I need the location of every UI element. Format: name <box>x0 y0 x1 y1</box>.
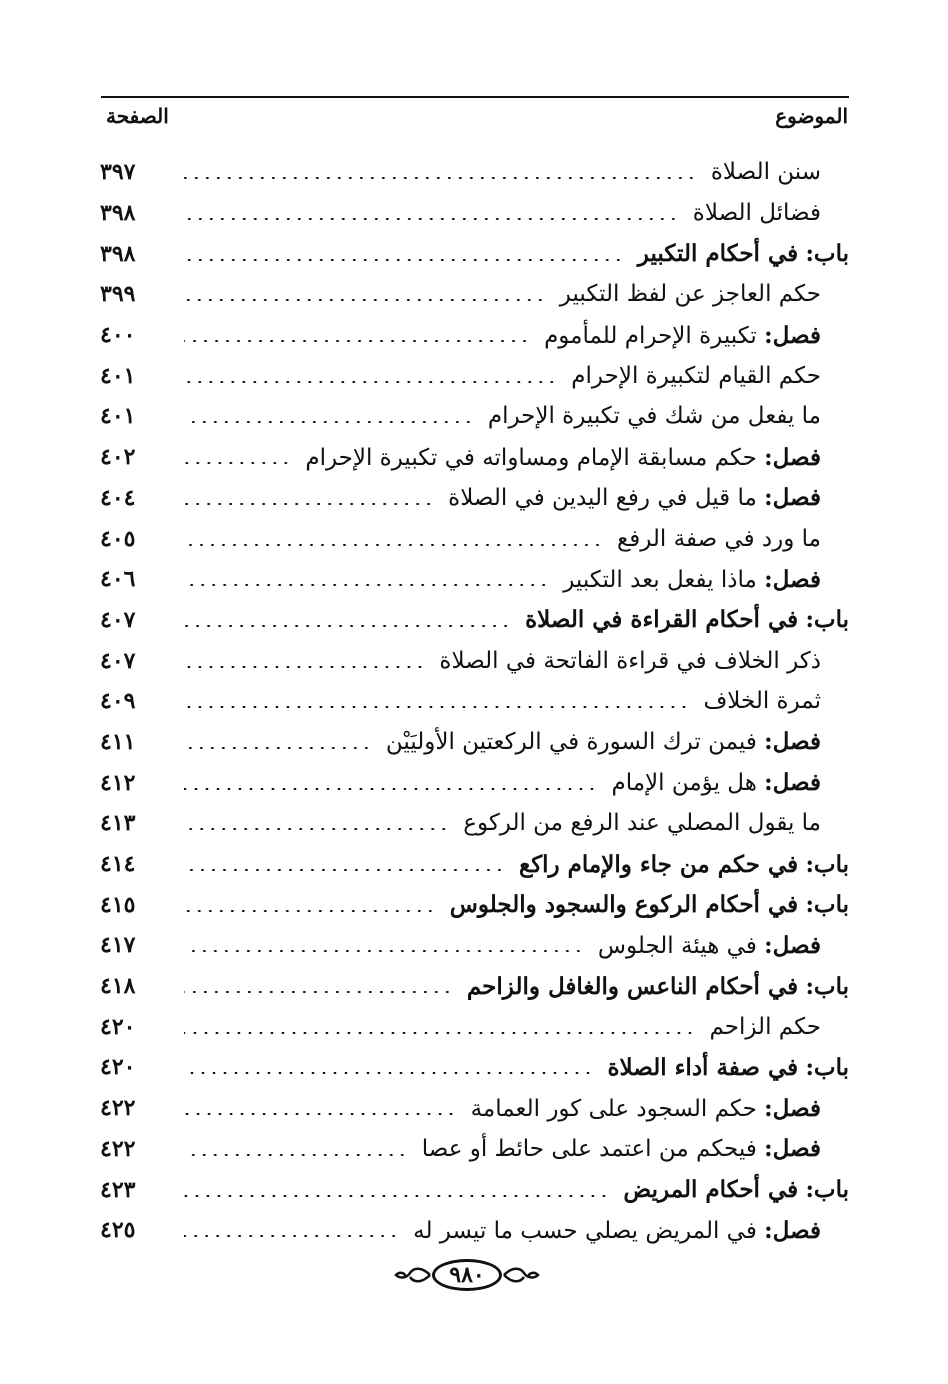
toc-entry-title <box>571 363 849 389</box>
bab-label: باب: <box>805 240 849 268</box>
toc-entry-page: ٤١٢ <box>100 769 136 796</box>
toc-entry-page: ٤٠١ <box>100 362 136 389</box>
toc-entry-title <box>617 526 849 552</box>
toc-entry-title <box>471 1095 849 1122</box>
toc-entry-page: ٣٩٧ <box>100 159 136 186</box>
toc-entry <box>100 315 849 356</box>
dot-leader <box>184 788 597 790</box>
toc-entry <box>100 844 849 885</box>
toc-entry-page: ٤٠٦ <box>100 566 136 593</box>
toc-entry-page: ٤٠٥ <box>100 525 136 552</box>
toc-entry-page: ٤٢٠ <box>100 1054 136 1081</box>
fasl-label: فصل: <box>764 769 821 797</box>
toc-entry-page: ٤٠٠ <box>100 322 136 349</box>
toc-entry-page: ٤٢٥ <box>100 1217 136 1244</box>
dot-leader <box>184 421 474 423</box>
toc-entry-page: ٤١٥ <box>100 891 136 918</box>
bab-label: باب: <box>805 606 849 634</box>
toc-entry-title <box>611 769 849 796</box>
bab-label: باب: <box>805 1176 849 1204</box>
toc-entry-title <box>693 200 849 226</box>
page-footer <box>392 1255 542 1295</box>
toc-entry <box>100 559 849 600</box>
dot-leader <box>184 950 584 952</box>
toc-entry-text: ثمرة الخلاف <box>703 688 821 715</box>
toc-entry-title <box>709 1014 849 1040</box>
bab-label: باب: <box>805 1053 849 1081</box>
toc-entry-text: في أحكام الركوع والسجود والجلوس <box>449 891 799 919</box>
toc-entry-title <box>563 566 849 593</box>
dot-leader <box>184 177 697 179</box>
toc-entry <box>100 478 849 519</box>
toc-entry-text: فضائل الصلاة <box>692 200 821 227</box>
toc-entry <box>100 1088 849 1129</box>
toc-entry-page: ٤١٣ <box>100 810 136 837</box>
toc-entry-page: ٤١٨ <box>100 973 136 1000</box>
toc-entry-text: في أحكام المريض <box>623 1176 799 1204</box>
dot-leader <box>184 910 436 912</box>
toc-entry-text: ما يقول المصلي عند الرفع من الركوع <box>463 810 821 837</box>
toc-entry-title <box>623 1176 849 1203</box>
toc-entry <box>100 355 849 396</box>
toc-entry <box>100 193 849 234</box>
toc-entry-text: في صفة أداء الصلاة <box>607 1053 799 1081</box>
bab-label: باب: <box>805 972 849 1000</box>
toc-entry-title <box>598 932 849 959</box>
toc-entry-title <box>544 322 849 349</box>
toc-entry-text: في أحكام الناعس والغافل والزاحم <box>466 972 799 1000</box>
toc-entry-page: ٤٢٢ <box>100 1135 136 1162</box>
toc-entry-title <box>422 1135 849 1162</box>
toc-entry-text: تكبيرة الإحرام للمأموم <box>544 322 757 349</box>
fasl-label: فصل: <box>764 1094 821 1122</box>
toc-entry-page: ٤٢٢ <box>100 1095 136 1122</box>
toc-entry-title <box>607 1054 849 1081</box>
toc-entry-page: ٤١٧ <box>100 932 136 959</box>
toc-entry-page: ٣٩٨ <box>100 240 136 267</box>
toc-entry-text: ما قيل في رفع اليدين في الصلاة <box>448 485 757 512</box>
toc-entry-title <box>519 851 849 878</box>
toc-entry <box>100 1210 849 1251</box>
toc-entry <box>100 966 849 1007</box>
toc-entry <box>100 803 849 844</box>
dot-leader <box>184 828 449 830</box>
toc-entry-page: ٣٩٩ <box>100 281 136 308</box>
toc-entry <box>100 640 849 681</box>
toc-entry-title <box>638 240 849 267</box>
dot-leader <box>184 747 372 749</box>
topic-column-header: الموضوع <box>775 104 848 128</box>
toc-entry-page: ٤٠٧ <box>100 606 136 633</box>
toc-entry-text: ذكر الخلاف في قراءة الفاتحة في الصلاة <box>439 647 821 674</box>
dot-leader <box>184 299 546 301</box>
toc-entry <box>100 396 849 437</box>
toc-entry-text: ما يفعل من شك في تكبيرة الإحرام <box>487 403 821 430</box>
fasl-label: فصل: <box>764 443 821 471</box>
toc-entry <box>100 1047 849 1088</box>
fasl-label: فصل: <box>764 484 821 512</box>
left-ornament-icon <box>392 1261 432 1289</box>
bab-label: باب: <box>805 891 849 919</box>
header-rule <box>101 96 849 98</box>
toc-entry-text: هل يؤمن الإمام <box>611 770 757 797</box>
dot-leader <box>184 1195 609 1197</box>
dot-leader <box>184 666 425 668</box>
toc-entry-text: حكم الزاحم <box>709 1013 821 1040</box>
page-column-header: الصفحة <box>106 104 169 128</box>
toc-entry <box>100 1129 849 1170</box>
toc-entry-text: في حكم من جاء والإمام راكع <box>518 850 799 878</box>
toc-entry-page: ٤٢٠ <box>100 1013 136 1040</box>
toc-entry-title <box>467 973 849 1000</box>
dot-leader <box>184 462 291 464</box>
toc-entry-page: ٤٠٤ <box>100 484 136 511</box>
toc-entry-page: ٣٩٨ <box>100 200 136 227</box>
dot-leader <box>184 1032 695 1034</box>
dot-leader <box>184 991 453 993</box>
dot-leader <box>184 1235 399 1237</box>
toc-entry <box>100 681 849 722</box>
toc-entry-title <box>450 891 849 918</box>
toc-entry-text: ما ورد في صفة الرفع <box>616 525 821 552</box>
toc-entry <box>100 884 849 925</box>
toc-entry-page: ٤١١ <box>100 728 136 755</box>
fasl-label: فصل: <box>764 1135 821 1163</box>
dot-leader <box>184 503 434 505</box>
toc-entry-text: فيحكم من اعتمد على حائط أو عصا <box>421 1136 757 1163</box>
toc-entry <box>100 274 849 315</box>
dot-leader <box>184 584 549 586</box>
dot-leader <box>184 544 603 546</box>
toc-entry-title <box>305 444 849 471</box>
dot-leader <box>184 218 679 220</box>
bab-label: باب: <box>805 850 849 878</box>
toc-entry-title <box>488 403 849 429</box>
toc-entry-text: حكم القيام لتكبيرة الإحرام <box>571 362 821 389</box>
fasl-label: فصل: <box>764 1216 821 1244</box>
toc-entry <box>100 233 849 274</box>
toc-entry <box>100 152 849 193</box>
toc-entry-page: ٤٠٩ <box>100 688 136 715</box>
toc-entry-page: ٤٢٣ <box>100 1176 136 1203</box>
toc-entry-text: في أحكام التكبير <box>637 240 799 268</box>
toc-entry <box>100 762 849 803</box>
dot-leader <box>184 340 530 342</box>
toc-entry <box>100 925 849 966</box>
toc-entry <box>100 518 849 559</box>
toc-entry-title <box>386 728 849 755</box>
toc-list <box>100 152 849 1251</box>
dot-leader <box>184 1154 408 1156</box>
dot-leader <box>184 625 511 627</box>
toc-entry-title <box>525 606 849 633</box>
toc-entry-title <box>448 484 849 511</box>
fasl-label: فصل: <box>764 565 821 593</box>
toc-entry-text: في المريض يصلي حسب ما تيسر له <box>413 1217 757 1244</box>
dot-leader <box>184 1113 457 1115</box>
toc-entry-page: ٤١٤ <box>100 851 136 878</box>
fasl-label: فصل: <box>764 728 821 756</box>
toc-entry-page: ٤٠٧ <box>100 647 136 674</box>
toc-entry-title <box>711 159 849 185</box>
fasl-label: فصل: <box>764 931 821 959</box>
page-number: ٩٨٠ <box>432 1259 502 1291</box>
toc-entry <box>100 1169 849 1210</box>
toc-entry-text: ماذا يفعل بعد التكبير <box>563 566 757 593</box>
dot-leader <box>184 1072 593 1074</box>
toc-entry-title <box>439 648 849 674</box>
toc-entry-text: في هيئة الجلوس <box>597 932 757 959</box>
toc-entry <box>100 722 849 763</box>
toc-entry-page: ٤٠١ <box>100 403 136 430</box>
toc-entry-title <box>703 688 849 714</box>
toc-entry-page: ٤٠٢ <box>100 444 136 471</box>
right-ornament-icon <box>502 1261 542 1289</box>
toc-entry-text: في أحكام القراءة في الصلاة <box>525 606 799 634</box>
toc-entry <box>100 437 849 478</box>
toc-entry-text: حكم مسابقة الإمام ومساواته في تكبيرة الإحرام <box>305 444 757 471</box>
dot-leader <box>184 869 505 871</box>
dot-leader <box>184 381 557 383</box>
toc-entry-text: حكم العاجز عن لفظ التكبير <box>559 281 821 308</box>
toc-entry-title <box>413 1217 849 1244</box>
toc-entry <box>100 1006 849 1047</box>
dot-leader <box>184 706 689 708</box>
toc-entry-title <box>463 810 849 836</box>
toc-entry <box>100 600 849 641</box>
toc-entry-text: فيمن ترك السورة في الركعتين الأوليَيْن <box>385 729 757 756</box>
fasl-label: فصل: <box>764 321 821 349</box>
toc-entry-text: سنن الصلاة <box>710 159 821 186</box>
toc-entry-title <box>560 281 849 307</box>
dot-leader <box>184 259 624 261</box>
toc-entry-text: حكم السجود على كور العمامة <box>470 1095 757 1122</box>
